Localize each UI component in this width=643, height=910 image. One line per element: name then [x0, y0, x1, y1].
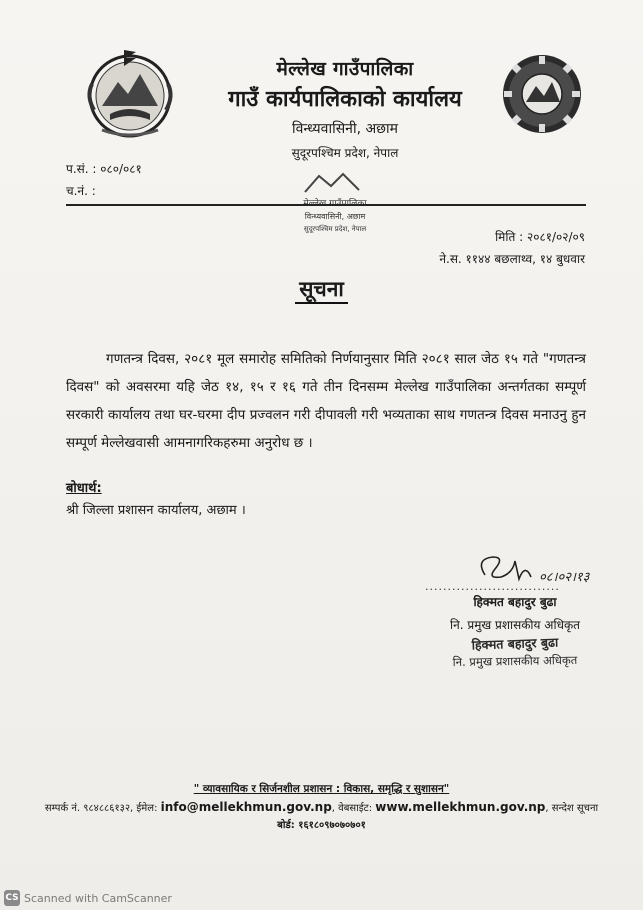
camscanner-logo-icon: CS — [4, 890, 20, 906]
nepal-emblem-icon — [80, 44, 180, 144]
signatory-name: हिक्मत बहादुर बुढा — [473, 595, 557, 609]
signatory-designation: नि. प्रमुख प्रशासकीय अधिकृत — [449, 618, 581, 632]
footer — [0, 782, 643, 831]
footer-email-link[interactable]: info@mellekhmun.gov.np — [160, 800, 332, 814]
issue-date: मिति : २०८१/०२/०९ — [495, 230, 585, 244]
name-stamp: हिक्मत बहादुर बुढा — [471, 634, 559, 653]
reference-block — [66, 158, 142, 202]
date-block — [439, 226, 585, 270]
fiscal-year-ref: प.सं. : ०८०/०८१ — [66, 162, 142, 176]
footer-contact — [0, 800, 643, 814]
letterhead — [190, 55, 500, 161]
footer-website-link[interactable]: www.mellekhmun.gov.np — [375, 800, 546, 814]
contact-suffix: , सन्देश सूचना — [545, 803, 599, 814]
scanner-watermark — [0, 888, 172, 908]
notice-title — [0, 275, 643, 303]
signatory-block — [425, 580, 605, 669]
stamp-line-2: विन्ध्यवासिनी, अछाम — [304, 212, 366, 221]
cc-recipient: श्री जिल्ला प्रशासन कार्यालय, अछाम । — [66, 503, 246, 518]
header-divider — [66, 204, 586, 206]
municipality-logo-icon — [500, 52, 584, 136]
contact-prefix: सम्पर्क नं. ९८४८८६१३२, ईमेल: — [44, 803, 158, 814]
office-province: सुदूरपश्चिम प्रदेश, नेपाल — [291, 146, 399, 160]
designation-stamp: नि. प्रमुख प्रशासकीय अधिकृत — [452, 652, 578, 670]
camscanner-label: Scanned with CamScanner — [24, 891, 172, 905]
stamp-line-1 — [303, 197, 367, 209]
stamp-line-3: सुदूरपश्चिम प्रदेश, नेपाल — [303, 225, 367, 233]
notice-title-text: सूचना — [295, 277, 348, 304]
signature-date: ०८।०२।१३ — [539, 570, 590, 585]
dispatch-number: च.नं. : — [66, 184, 96, 198]
municipality-name: मेल्लेख गाउँपालिका — [276, 58, 414, 80]
cc-label: बोधार्थ: — [66, 481, 102, 496]
website-prefix: , वेबसाईट: — [331, 803, 373, 814]
footer-motto: " व्यावसायिक र सिर्जनशील प्रशासन : विकास, समृद्धि र सुशासन" — [193, 783, 450, 795]
signature-line: .............................. — [425, 580, 560, 593]
nepal-sambat-date: ने.स. ११४४ बछलाथ्व, १४ बुधवार — [439, 252, 585, 266]
office-location: विन्ध्यवासिनी, अछाम — [292, 121, 398, 137]
office-name: गाउँ कार्यपालिकाको कार्यालय — [228, 87, 462, 112]
footer-board: बोर्ड: १६१८०९७०७०७०१ — [277, 820, 366, 831]
notice-body: गणतन्त्र दिवस, २०८१ मूल समारोह समितिको निर्णयानुसार मिति २०८१ साल जेठ १५ गते "गणतन्त्र दिवस" को अवसरमा यहि जेठ १४, १५ र १६ गते तीन दिनसम्म मेल्लेख गाउँपालिका अन्तर्गतका सम्पूर्ण सरकारी कार्यालय तथा घर-घरमा दीप प्रज्वलन गरी दीपावली गरी भव्यताका साथ गणतन्त्र दिवस मनाउनु हुन सम्पूर्ण मेल्लेखवासी आमनागरिकहरुमा अनुरोध छ । — [66, 351, 586, 451]
